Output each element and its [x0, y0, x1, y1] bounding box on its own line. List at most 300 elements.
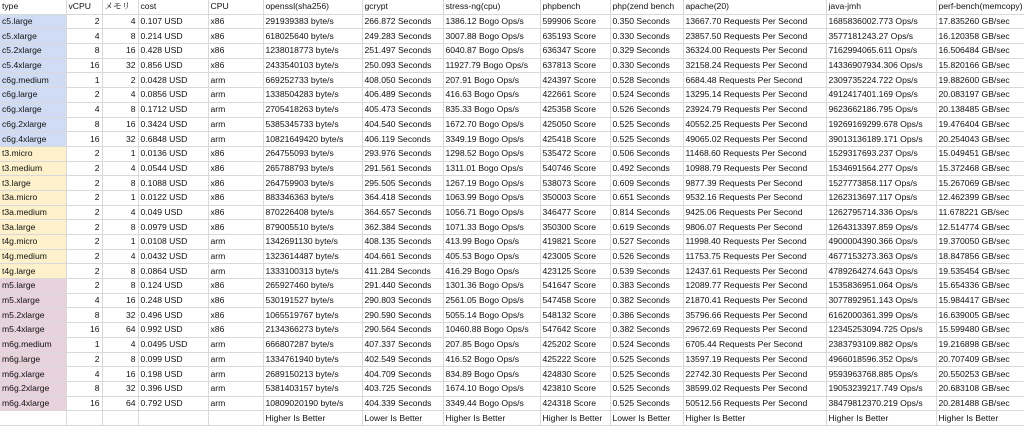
- data-cell[interactable]: 2: [66, 176, 102, 191]
- data-cell[interactable]: 405.53 Bogo Ops/s: [443, 249, 540, 264]
- data-cell[interactable]: 15.984417 GB/sec: [936, 293, 1024, 308]
- data-cell[interactable]: 2: [66, 205, 102, 220]
- data-cell[interactable]: arm: [208, 264, 263, 279]
- data-cell[interactable]: 669252733 byte/s: [263, 73, 362, 88]
- data-cell[interactable]: 7162994065.611 Ops/s: [826, 44, 936, 59]
- data-cell[interactable]: 0.330 Seconds: [610, 58, 683, 73]
- data-cell[interactable]: 404.339 Seconds: [362, 396, 443, 411]
- empty-cell[interactable]: [208, 411, 263, 426]
- data-cell[interactable]: x86: [208, 146, 263, 161]
- instance-type-cell[interactable]: m5.large: [0, 279, 66, 294]
- data-cell[interactable]: 6040.87 Bogo Ops/s: [443, 44, 540, 59]
- data-cell[interactable]: 423005 Score: [540, 249, 610, 264]
- data-cell[interactable]: 0.382 Seconds: [610, 293, 683, 308]
- data-cell[interactable]: 408.135 Seconds: [362, 235, 443, 250]
- data-cell[interactable]: 295.505 Seconds: [362, 176, 443, 191]
- empty-cell[interactable]: [0, 411, 66, 426]
- data-cell[interactable]: 1535836951.064 Ops/s: [826, 279, 936, 294]
- data-cell[interactable]: 9877.39 Requests Per Second: [683, 176, 826, 191]
- column-header[interactable]: apache(20): [683, 0, 826, 14]
- instance-type-cell[interactable]: m6g.medium: [0, 337, 66, 352]
- data-cell[interactable]: 2: [102, 73, 138, 88]
- data-cell[interactable]: 0.526 Seconds: [610, 249, 683, 264]
- data-cell[interactable]: arm: [208, 117, 263, 132]
- data-cell[interactable]: 8: [102, 279, 138, 294]
- data-cell[interactable]: 424830 Score: [540, 367, 610, 382]
- data-cell[interactable]: 22742.30 Requests Per Second: [683, 367, 826, 382]
- better-direction-note[interactable]: Higher Is Better: [443, 411, 540, 426]
- data-cell[interactable]: 0.492 Seconds: [610, 161, 683, 176]
- data-cell[interactable]: 0.099 USD: [138, 352, 208, 367]
- data-cell[interactable]: 1298.52 Bogo Ops/s: [443, 146, 540, 161]
- data-cell[interactable]: 16.120358 GB/sec: [936, 29, 1024, 44]
- data-cell[interactable]: 1238018773 byte/s: [263, 44, 362, 59]
- data-cell[interactable]: 835.33 Bogo Ops/s: [443, 102, 540, 117]
- data-cell[interactable]: x86: [208, 176, 263, 191]
- empty-cell[interactable]: [66, 411, 102, 426]
- data-cell[interactable]: 4900004390.366 Ops/s: [826, 235, 936, 250]
- data-cell[interactable]: 20.138485 GB/sec: [936, 102, 1024, 117]
- data-cell[interactable]: x86: [208, 161, 263, 176]
- data-cell[interactable]: 547642 Score: [540, 323, 610, 338]
- data-cell[interactable]: 8: [102, 29, 138, 44]
- data-cell[interactable]: 423810 Score: [540, 381, 610, 396]
- data-cell[interactable]: 16: [102, 44, 138, 59]
- data-cell[interactable]: 416.52 Bogo Ops/s: [443, 352, 540, 367]
- data-cell[interactable]: 2: [66, 88, 102, 103]
- data-cell[interactable]: 290.803 Seconds: [362, 293, 443, 308]
- instance-type-cell[interactable]: m6g.2xlarge: [0, 381, 66, 396]
- data-cell[interactable]: 1333100313 byte/s: [263, 264, 362, 279]
- data-cell[interactable]: 1338504283 byte/s: [263, 88, 362, 103]
- data-cell[interactable]: arm: [208, 132, 263, 147]
- data-cell[interactable]: 408.050 Seconds: [362, 73, 443, 88]
- data-cell[interactable]: 0.049 USD: [138, 205, 208, 220]
- better-direction-note[interactable]: Higher Is Better: [683, 411, 826, 426]
- data-cell[interactable]: 0.0122 USD: [138, 190, 208, 205]
- data-cell[interactable]: 834.89 Bogo Ops/s: [443, 367, 540, 382]
- column-header[interactable]: php(zend bench: [610, 0, 683, 14]
- data-cell[interactable]: 291.440 Seconds: [362, 279, 443, 294]
- instance-type-cell[interactable]: c6g.2xlarge: [0, 117, 66, 132]
- data-cell[interactable]: x86: [208, 58, 263, 73]
- data-cell[interactable]: 406.119 Seconds: [362, 132, 443, 147]
- data-cell[interactable]: 3077892951.143 Ops/s: [826, 293, 936, 308]
- data-cell[interactable]: 6162000361.399 Ops/s: [826, 308, 936, 323]
- data-cell[interactable]: 0.6848 USD: [138, 132, 208, 147]
- data-cell[interactable]: 8: [102, 176, 138, 191]
- data-cell[interactable]: 423125 Score: [540, 264, 610, 279]
- data-cell[interactable]: 32: [102, 58, 138, 73]
- data-cell[interactable]: x86: [208, 293, 263, 308]
- data-cell[interactable]: 23924.79 Requests Per Second: [683, 102, 826, 117]
- data-cell[interactable]: 0.856 USD: [138, 58, 208, 73]
- data-cell[interactable]: 0.248 USD: [138, 293, 208, 308]
- data-cell[interactable]: 1264313397.859 Ops/s: [826, 220, 936, 235]
- data-cell[interactable]: 64: [102, 396, 138, 411]
- data-cell[interactable]: 404.709 Seconds: [362, 367, 443, 382]
- data-cell[interactable]: 2: [66, 220, 102, 235]
- data-cell[interactable]: arm: [208, 88, 263, 103]
- column-header[interactable]: CPU: [208, 0, 263, 14]
- data-cell[interactable]: 9532.16 Requests Per Second: [683, 190, 826, 205]
- data-cell[interactable]: 4: [102, 88, 138, 103]
- data-cell[interactable]: x86: [208, 308, 263, 323]
- data-cell[interactable]: 2134366273 byte/s: [263, 323, 362, 338]
- data-cell[interactable]: 0.214 USD: [138, 29, 208, 44]
- data-cell[interactable]: 538073 Score: [540, 176, 610, 191]
- data-cell[interactable]: 636347 Score: [540, 44, 610, 59]
- data-cell[interactable]: 266.872 Seconds: [362, 14, 443, 29]
- data-cell[interactable]: 19.476404 GB/sec: [936, 117, 1024, 132]
- data-cell[interactable]: 666807287 byte/s: [263, 337, 362, 352]
- data-cell[interactable]: 0.526 Seconds: [610, 102, 683, 117]
- data-cell[interactable]: 1342691130 byte/s: [263, 235, 362, 250]
- data-cell[interactable]: 0.525 Seconds: [610, 381, 683, 396]
- instance-type-cell[interactable]: t4g.medium: [0, 249, 66, 264]
- data-cell[interactable]: 29672.69 Requests Per Second: [683, 323, 826, 338]
- data-cell[interactable]: 350300 Score: [540, 220, 610, 235]
- instance-type-cell[interactable]: c5.xlarge: [0, 29, 66, 44]
- instance-type-cell[interactable]: m6g.large: [0, 352, 66, 367]
- data-cell[interactable]: 32: [102, 308, 138, 323]
- data-cell[interactable]: 9593963768.885 Ops/s: [826, 367, 936, 382]
- data-cell[interactable]: 0.382 Seconds: [610, 323, 683, 338]
- data-cell[interactable]: 530191527 byte/s: [263, 293, 362, 308]
- data-cell[interactable]: 1267.19 Bogo Ops/s: [443, 176, 540, 191]
- data-cell[interactable]: x86: [208, 205, 263, 220]
- instance-type-cell[interactable]: m5.4xlarge: [0, 323, 66, 338]
- better-direction-note[interactable]: Higher Is Better: [540, 411, 610, 426]
- instance-type-cell[interactable]: t3.micro: [0, 146, 66, 161]
- data-cell[interactable]: 10809020190 byte/s: [263, 396, 362, 411]
- data-cell[interactable]: 1534691564.277 Ops/s: [826, 161, 936, 176]
- data-cell[interactable]: 4: [102, 337, 138, 352]
- data-cell[interactable]: 13597.19 Requests Per Second: [683, 352, 826, 367]
- data-cell[interactable]: 0.330 Seconds: [610, 29, 683, 44]
- data-cell[interactable]: 0.396 USD: [138, 381, 208, 396]
- data-cell[interactable]: 20.707409 GB/sec: [936, 352, 1024, 367]
- data-cell[interactable]: 9806.07 Requests Per Second: [683, 220, 826, 235]
- data-cell[interactable]: 1056.71 Bogo Ops/s: [443, 205, 540, 220]
- data-cell[interactable]: 0.0864 USD: [138, 264, 208, 279]
- data-cell[interactable]: 0.524 Seconds: [610, 88, 683, 103]
- better-direction-note[interactable]: Higher Is Better: [826, 411, 936, 426]
- data-cell[interactable]: arm: [208, 249, 263, 264]
- data-cell[interactable]: 4: [66, 367, 102, 382]
- data-cell[interactable]: 0.0856 USD: [138, 88, 208, 103]
- data-cell[interactable]: 0.651 Seconds: [610, 190, 683, 205]
- data-cell[interactable]: 0.992 USD: [138, 323, 208, 338]
- data-cell[interactable]: 2383793109.882 Ops/s: [826, 337, 936, 352]
- data-cell[interactable]: 32: [102, 381, 138, 396]
- data-cell[interactable]: 50512.56 Requests Per Second: [683, 396, 826, 411]
- data-cell[interactable]: 346477 Score: [540, 205, 610, 220]
- data-cell[interactable]: 0.350 Seconds: [610, 14, 683, 29]
- data-cell[interactable]: 3349.44 Bogo Ops/s: [443, 396, 540, 411]
- instance-type-cell[interactable]: m6g.4xlarge: [0, 396, 66, 411]
- data-cell[interactable]: 264759903 byte/s: [263, 176, 362, 191]
- data-cell[interactable]: 2: [66, 190, 102, 205]
- data-cell[interactable]: 0.107 USD: [138, 14, 208, 29]
- data-cell[interactable]: 49065.02 Requests Per Second: [683, 132, 826, 147]
- data-cell[interactable]: 0.525 Seconds: [610, 132, 683, 147]
- instance-type-cell[interactable]: c6g.4xlarge: [0, 132, 66, 147]
- data-cell[interactable]: 2: [66, 235, 102, 250]
- data-cell[interactable]: 403.725 Seconds: [362, 381, 443, 396]
- data-cell[interactable]: 548132 Score: [540, 308, 610, 323]
- data-cell[interactable]: 364.418 Seconds: [362, 190, 443, 205]
- data-cell[interactable]: 402.549 Seconds: [362, 352, 443, 367]
- data-cell[interactable]: 207.91 Bogo Ops/s: [443, 73, 540, 88]
- data-cell[interactable]: 535472 Score: [540, 146, 610, 161]
- data-cell[interactable]: arm: [208, 396, 263, 411]
- data-cell[interactable]: 39013136189.171 Ops/s: [826, 132, 936, 147]
- data-cell[interactable]: 32: [102, 132, 138, 147]
- data-cell[interactable]: 0.1088 USD: [138, 176, 208, 191]
- instance-type-cell[interactable]: c5.2xlarge: [0, 44, 66, 59]
- instance-type-cell[interactable]: t4g.large: [0, 264, 66, 279]
- instance-type-cell[interactable]: t4g.micro: [0, 235, 66, 250]
- data-cell[interactable]: 425202 Score: [540, 337, 610, 352]
- data-cell[interactable]: x86: [208, 29, 263, 44]
- data-cell[interactable]: 264755093 byte/s: [263, 146, 362, 161]
- data-cell[interactable]: 635193 Score: [540, 29, 610, 44]
- data-cell[interactable]: 1529317693.237 Ops/s: [826, 146, 936, 161]
- data-cell[interactable]: 12.514774 GB/sec: [936, 220, 1024, 235]
- data-cell[interactable]: 10988.79 Requests Per Second: [683, 161, 826, 176]
- instance-type-cell[interactable]: m5.2xlarge: [0, 308, 66, 323]
- data-cell[interactable]: 9623662186.795 Ops/s: [826, 102, 936, 117]
- column-header[interactable]: perf-bench(memcopy): [936, 0, 1024, 14]
- data-cell[interactable]: 0.525 Seconds: [610, 396, 683, 411]
- better-direction-note[interactable]: Lower Is Better: [362, 411, 443, 426]
- data-cell[interactable]: 424397 Score: [540, 73, 610, 88]
- data-cell[interactable]: 1065519767 byte/s: [263, 308, 362, 323]
- data-cell[interactable]: 424318 Score: [540, 396, 610, 411]
- data-cell[interactable]: 4: [66, 29, 102, 44]
- column-header[interactable]: openssl(sha256): [263, 0, 362, 14]
- data-cell[interactable]: 21870.41 Requests Per Second: [683, 293, 826, 308]
- better-direction-note[interactable]: Lower Is Better: [610, 411, 683, 426]
- data-cell[interactable]: 13667.70 Requests Per Second: [683, 14, 826, 29]
- data-cell[interactable]: 883346363 byte/s: [263, 190, 362, 205]
- data-cell[interactable]: 416.29 Bogo Ops/s: [443, 264, 540, 279]
- data-cell[interactable]: 419821 Score: [540, 235, 610, 250]
- data-cell[interactable]: 5055.14 Bogo Ops/s: [443, 308, 540, 323]
- data-cell[interactable]: 425222 Score: [540, 352, 610, 367]
- data-cell[interactable]: 406.489 Seconds: [362, 88, 443, 103]
- data-cell[interactable]: 14336907934.306 Ops/s: [826, 58, 936, 73]
- data-cell[interactable]: 1262313697.117 Ops/s: [826, 190, 936, 205]
- data-cell[interactable]: 11927.79 Bogo Ops/s: [443, 58, 540, 73]
- data-cell[interactable]: 1386.12 Bogo Ops/s: [443, 14, 540, 29]
- data-cell[interactable]: 0.527 Seconds: [610, 235, 683, 250]
- data-cell[interactable]: 0.0979 USD: [138, 220, 208, 235]
- data-cell[interactable]: 17.835260 GB/sec: [936, 14, 1024, 29]
- data-cell[interactable]: 416.63 Bogo Ops/s: [443, 88, 540, 103]
- data-cell[interactable]: 1: [66, 337, 102, 352]
- data-cell[interactable]: 0.496 USD: [138, 308, 208, 323]
- data-cell[interactable]: 2433540103 byte/s: [263, 58, 362, 73]
- data-cell[interactable]: 9425.06 Requests Per Second: [683, 205, 826, 220]
- data-cell[interactable]: x86: [208, 279, 263, 294]
- data-cell[interactable]: 3007.88 Bogo Ops/s: [443, 29, 540, 44]
- data-cell[interactable]: 540746 Score: [540, 161, 610, 176]
- data-cell[interactable]: 8: [102, 264, 138, 279]
- data-cell[interactable]: 1527773858.117 Ops/s: [826, 176, 936, 191]
- column-header[interactable]: type: [0, 0, 66, 14]
- data-cell[interactable]: 4: [66, 102, 102, 117]
- instance-type-cell[interactable]: t3a.large: [0, 220, 66, 235]
- data-cell[interactable]: 0.792 USD: [138, 396, 208, 411]
- data-cell[interactable]: 0.198 USD: [138, 367, 208, 382]
- data-cell[interactable]: 411.284 Seconds: [362, 264, 443, 279]
- data-cell[interactable]: 0.525 Seconds: [610, 352, 683, 367]
- data-cell[interactable]: 0.329 Seconds: [610, 44, 683, 59]
- data-cell[interactable]: 2: [66, 249, 102, 264]
- data-cell[interactable]: x86: [208, 220, 263, 235]
- data-cell[interactable]: 12345253094.725 Ops/s: [826, 323, 936, 338]
- data-cell[interactable]: 425358 Score: [540, 102, 610, 117]
- data-cell[interactable]: 293.976 Seconds: [362, 146, 443, 161]
- data-cell[interactable]: 265927460 byte/s: [263, 279, 362, 294]
- data-cell[interactable]: 0.524 Seconds: [610, 337, 683, 352]
- data-cell[interactable]: 38599.02 Requests Per Second: [683, 381, 826, 396]
- data-cell[interactable]: 19053239217.749 Ops/s: [826, 381, 936, 396]
- data-cell[interactable]: 8: [102, 102, 138, 117]
- data-cell[interactable]: 6705.44 Requests Per Second: [683, 337, 826, 352]
- data-cell[interactable]: 407.337 Seconds: [362, 337, 443, 352]
- data-cell[interactable]: 20.281488 GB/sec: [936, 396, 1024, 411]
- data-cell[interactable]: 11753.75 Requests Per Second: [683, 249, 826, 264]
- data-cell[interactable]: 15.820166 GB/sec: [936, 58, 1024, 73]
- data-cell[interactable]: 249.283 Seconds: [362, 29, 443, 44]
- data-cell[interactable]: 20.254043 GB/sec: [936, 132, 1024, 147]
- empty-cell[interactable]: [138, 411, 208, 426]
- data-cell[interactable]: 12089.77 Requests Per Second: [683, 279, 826, 294]
- data-cell[interactable]: 637813 Score: [540, 58, 610, 73]
- data-cell[interactable]: 1674.10 Bogo Ops/s: [443, 381, 540, 396]
- data-cell[interactable]: 425418 Score: [540, 132, 610, 147]
- data-cell[interactable]: 2689150213 byte/s: [263, 367, 362, 382]
- data-cell[interactable]: 618025640 byte/s: [263, 29, 362, 44]
- data-cell[interactable]: 1311.01 Bogo Ops/s: [443, 161, 540, 176]
- data-cell[interactable]: 2705418263 byte/s: [263, 102, 362, 117]
- data-cell[interactable]: 8: [102, 220, 138, 235]
- empty-cell[interactable]: [102, 411, 138, 426]
- data-cell[interactable]: 15.049451 GB/sec: [936, 146, 1024, 161]
- data-cell[interactable]: x86: [208, 323, 263, 338]
- data-cell[interactable]: arm: [208, 337, 263, 352]
- data-cell[interactable]: 19.216898 GB/sec: [936, 337, 1024, 352]
- data-cell[interactable]: 0.539 Seconds: [610, 264, 683, 279]
- data-cell[interactable]: 4: [102, 205, 138, 220]
- data-cell[interactable]: 8: [66, 44, 102, 59]
- better-direction-note[interactable]: Higher Is Better: [936, 411, 1024, 426]
- data-cell[interactable]: 6684.48 Requests Per Second: [683, 73, 826, 88]
- data-cell[interactable]: 16.506484 GB/sec: [936, 44, 1024, 59]
- data-cell[interactable]: 0.3424 USD: [138, 117, 208, 132]
- column-header[interactable]: gcrypt: [362, 0, 443, 14]
- data-cell[interactable]: 8: [66, 117, 102, 132]
- data-cell[interactable]: 1: [66, 73, 102, 88]
- instance-type-cell[interactable]: c6g.medium: [0, 73, 66, 88]
- data-cell[interactable]: 1: [102, 235, 138, 250]
- column-header[interactable]: メモリ: [102, 0, 138, 14]
- data-cell[interactable]: 2: [66, 279, 102, 294]
- data-cell[interactable]: 290.564 Seconds: [362, 323, 443, 338]
- data-cell[interactable]: 599906 Score: [540, 14, 610, 29]
- data-cell[interactable]: 11998.40 Requests Per Second: [683, 235, 826, 250]
- data-cell[interactable]: 0.0108 USD: [138, 235, 208, 250]
- data-cell[interactable]: 20.550253 GB/sec: [936, 367, 1024, 382]
- data-cell[interactable]: 12.462399 GB/sec: [936, 190, 1024, 205]
- data-cell[interactable]: arm: [208, 381, 263, 396]
- data-cell[interactable]: 15.372468 GB/sec: [936, 161, 1024, 176]
- data-cell[interactable]: 0.506 Seconds: [610, 146, 683, 161]
- data-cell[interactable]: 16: [66, 323, 102, 338]
- data-cell[interactable]: 4677153273.363 Ops/s: [826, 249, 936, 264]
- data-cell[interactable]: 0.1712 USD: [138, 102, 208, 117]
- data-cell[interactable]: 1323614487 byte/s: [263, 249, 362, 264]
- data-cell[interactable]: 35796.66 Requests Per Second: [683, 308, 826, 323]
- data-cell[interactable]: 11468.60 Requests Per Second: [683, 146, 826, 161]
- data-cell[interactable]: 4966018596.352 Ops/s: [826, 352, 936, 367]
- data-cell[interactable]: 250.093 Seconds: [362, 58, 443, 73]
- data-cell[interactable]: 291939383 byte/s: [263, 14, 362, 29]
- column-header[interactable]: stress-ng(cpu): [443, 0, 540, 14]
- better-direction-note[interactable]: Higher Is Better: [263, 411, 362, 426]
- data-cell[interactable]: 23857.50 Requests Per Second: [683, 29, 826, 44]
- data-cell[interactable]: 11.678221 GB/sec: [936, 205, 1024, 220]
- data-cell[interactable]: 0.609 Seconds: [610, 176, 683, 191]
- data-cell[interactable]: x86: [208, 14, 263, 29]
- data-cell[interactable]: 2: [66, 161, 102, 176]
- data-cell[interactable]: 20.683108 GB/sec: [936, 381, 1024, 396]
- data-cell[interactable]: 16: [102, 293, 138, 308]
- data-cell[interactable]: 12437.61 Requests Per Second: [683, 264, 826, 279]
- data-cell[interactable]: 5385345733 byte/s: [263, 117, 362, 132]
- data-cell[interactable]: 15.599480 GB/sec: [936, 323, 1024, 338]
- data-cell[interactable]: 16: [102, 117, 138, 132]
- data-cell[interactable]: 2: [66, 264, 102, 279]
- data-cell[interactable]: 1063.99 Bogo Ops/s: [443, 190, 540, 205]
- data-cell[interactable]: 405.473 Seconds: [362, 102, 443, 117]
- data-cell[interactable]: 0.0544 USD: [138, 161, 208, 176]
- data-cell[interactable]: arm: [208, 73, 263, 88]
- data-cell[interactable]: 0.428 USD: [138, 44, 208, 59]
- data-cell[interactable]: 18.847856 GB/sec: [936, 249, 1024, 264]
- data-cell[interactable]: 20.083197 GB/sec: [936, 88, 1024, 103]
- data-cell[interactable]: 0.0428 USD: [138, 73, 208, 88]
- data-cell[interactable]: 0.386 Seconds: [610, 308, 683, 323]
- data-cell[interactable]: 0.525 Seconds: [610, 367, 683, 382]
- data-cell[interactable]: 404.540 Seconds: [362, 117, 443, 132]
- data-cell[interactable]: 16.639005 GB/sec: [936, 308, 1024, 323]
- data-cell[interactable]: 4: [102, 161, 138, 176]
- data-cell[interactable]: 32158.24 Requests Per Second: [683, 58, 826, 73]
- data-cell[interactable]: 0.619 Seconds: [610, 220, 683, 235]
- data-cell[interactable]: 15.654336 GB/sec: [936, 279, 1024, 294]
- data-cell[interactable]: 64: [102, 323, 138, 338]
- data-cell[interactable]: 364.657 Seconds: [362, 205, 443, 220]
- data-cell[interactable]: arm: [208, 235, 263, 250]
- column-header[interactable]: cost: [138, 0, 208, 14]
- data-cell[interactable]: 0.0432 USD: [138, 249, 208, 264]
- data-cell[interactable]: 2561.05 Bogo Ops/s: [443, 293, 540, 308]
- data-cell[interactable]: 2309735224.722 Ops/s: [826, 73, 936, 88]
